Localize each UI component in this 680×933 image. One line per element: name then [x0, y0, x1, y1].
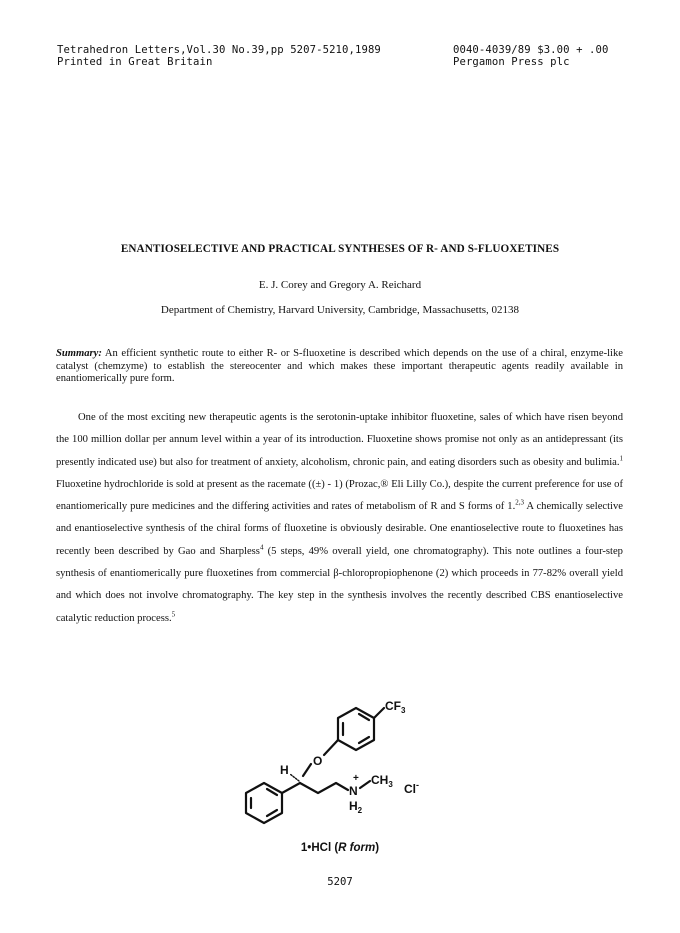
body-text-1: One of the most exciting new therapeutic agents is the serotonin-uptake inhibitor fluoxetine, sales of which have risen beyond the 100 million dollar per annum level within a year of its introduction. Fluoxetine shows promise not only as an antidepressant (its presently indicated use) but also for treatment of anxiety, alcoholism, chronic pain, and eating disorders such as obesity and bulimia. — [56, 412, 623, 468]
body-paragraph — [56, 407, 623, 630]
body-text-4: (5 steps, 49% overall yield, one chromatography). This note outlines a four-step synthesis of enantiomerically pure fluoxetines from commercial β-chloropropiophenone (2) which proceeds in 77-82% overall yield and which does not involve chromatography. The key step in the synthesis involves the recently described CBS enantioselective catalytic reduction process. — [56, 545, 623, 624]
citation-line: Tetrahedron Letters,Vol.30 No.39,pp 5207-5210,1989 — [57, 44, 381, 56]
page-number: 5207 — [327, 876, 353, 888]
reference-2-3: 2,3 — [515, 498, 524, 507]
form-label: R form — [338, 842, 376, 854]
summary-text: An efficient synthetic route to either R- or S-fluoxetine is described which depends on the use of a chiral, enzyme-like catalyst (chemzyme) to establish the stereocenter and which makes these important therapeutic agents readily available in enantiomerically pure form. — [56, 348, 623, 385]
reference-5: 5 — [171, 610, 176, 619]
fluoxetine-hcl-structure — [228, 690, 468, 830]
methyl-label: CH — [371, 773, 389, 787]
oxygen-label: O — [313, 754, 323, 768]
publisher-name: Pergamon Press plc — [453, 56, 570, 68]
positive-charge: + — [353, 773, 359, 784]
chloride-label: Cl — [404, 782, 416, 796]
hydrogen-label: H — [280, 763, 289, 777]
article-affiliation: Department of Chemistry, Harvard University, Cambridge, Massachusetts, 02138 — [160, 304, 520, 316]
summary-paragraph — [56, 348, 623, 386]
compound-label: 1•HCl ( — [300, 842, 339, 854]
amine-h2-label: H — [349, 799, 358, 813]
summary-label: Summary: — [56, 348, 102, 359]
caption-close: ) — [375, 842, 380, 854]
svg-text:CH3: $CH_3$ — [371, 773, 393, 789]
structure-caption — [0, 842, 680, 854]
article-title: ENANTIOSELECTIVE AND PRACTICAL SYNTHESES OF R- AND S-FLUOXETINES — [120, 243, 560, 255]
reference-4: 4 — [259, 543, 264, 552]
body-text-2: Fluoxetine hydrochloride is sold at present as the racemate ((±) - 1) (Prozac,® Eli Lilly Co.), despite the current preference for use of enantiomerically pure medicines and the differing activities and rates of metabolism of R and S forms of 1. — [56, 478, 623, 513]
article-authors: E. J. Corey and Gregory A. Reichard — [258, 279, 422, 291]
svg-text:H2: $H_2$ — [349, 799, 363, 815]
nitrogen-label: N — [349, 784, 358, 798]
body-text-3: A chemically selective and enantioselective synthesis of the chiral forms of fluoxetine is obviously desirable. One enantioselective route to fluoxetines has recently been described by Gao and Sharpless — [56, 501, 623, 557]
svg-text:Cl-: Cl- — [404, 780, 419, 796]
publisher-info — [453, 44, 608, 68]
reference-1: 1 — [619, 454, 623, 463]
cf3-label: CF — [385, 699, 401, 713]
printed-line: Printed in Great Britain — [57, 56, 213, 68]
journal-citation — [57, 44, 381, 68]
price-code: 0040-4039/89 $3.00 + .00 — [453, 44, 609, 56]
svg-text:CF3: $CF_3$ — [385, 699, 406, 715]
